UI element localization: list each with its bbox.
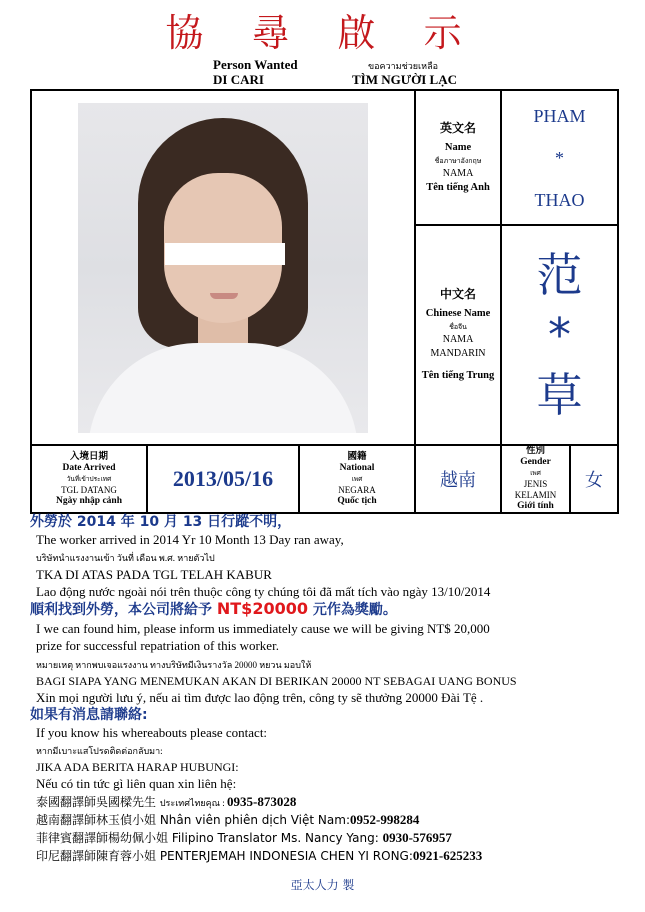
national-label: 國籍 National เพศ NEGARA Quốc tịch <box>299 445 415 513</box>
name-en-label: 英文名 Name ชื่อภาษาอังกฤษ NAMA Tên tiếng Anh <box>415 90 501 225</box>
subtitle-id: DI CARI <box>213 72 264 87</box>
arrived-value: 2013/05/16 <box>147 445 299 513</box>
contact-line-vn: Nếu có tin tức gì liên quan xin liên hệ: <box>36 776 237 791</box>
body-line-vn-1: Lao động nước ngoài nói trên thuộc công ty chúng tôi đã mất tích vào ngày 13/10/2014 <box>36 584 491 599</box>
gender-value: 女 <box>570 445 618 513</box>
body-line-en-3: prize for successful repatriation of this worker. <box>36 638 279 653</box>
contact-ph-translator: 菲律賓翻譯師楊幼佩小姐 Filipino Translator Ms. Nancy Yang: 0930-576957 <box>36 830 452 845</box>
footer-credit: 亞太人力 製 <box>290 878 355 892</box>
name-en-value: PHAM * THAO <box>501 90 618 225</box>
contact-id-translator: 印尼翻譯師陳育蓉小姐 PENTERJEMAH INDONESIA CHEN YI RONG:0921-625233 <box>36 848 483 863</box>
contact-line-id: JIKA ADA BERITA HARAP HUBUNGI: <box>36 760 239 774</box>
national-value: 越南 <box>415 445 501 513</box>
body-line-vn-2: Xin mọi người lưu ý, nếu ai tìm được lao động trên, công ty sẽ thưởng 20000 Đài Tệ . <box>36 690 484 705</box>
arrived-label: 入境日期 Date Arrived วันที่เข้าประเทศ TGL DATANG Ngày nhập cảnh <box>31 445 147 513</box>
subtitle-thai: ขอความช่วยเหลือ <box>368 61 438 71</box>
eye-censor-bar <box>165 243 285 265</box>
subtitle-en: Person Wanted <box>213 57 298 72</box>
body-line-zh-1: 外勞於 2014 年 10 月 13 日行蹤不明， <box>30 514 292 530</box>
contact-vn-translator: 越南翻譯師林玉偵小姐 Nhân viên phiên dịch Việt Nam:0952-998284 <box>36 812 420 827</box>
body-line-th-1: บริษัทนำแรงงานเข้า วันที่ เดือน พ.ศ. หายตัวไป <box>36 553 215 563</box>
contact-line-en: If you know his whereabouts please contact: <box>36 725 268 740</box>
contact-line-th: หากมีเบาะแสโปรดติดต่อกลับมา: <box>36 746 163 756</box>
name-zh-label: 中文名 Chinese Name ชื่อจีน NAMA MANDARIN Tên tiếng Trung <box>415 225 501 445</box>
body-line-id-1: TKA DI ATAS PADA TGL TELAH KABUR <box>36 567 272 582</box>
body-line-en-1: The worker arrived in 2014 Yr 10 Month 13 Day ran away, <box>36 532 344 547</box>
name-zh-value: 范 * 草 <box>501 225 618 445</box>
reward-line: 順利找到外勞，本公司將給予 NT$20000 元作為獎勵。 <box>30 599 397 618</box>
gender-label: 性別 Gender เพศ JENIS KELAMIN Giới tính <box>501 445 570 513</box>
info-table <box>30 89 619 514</box>
person-photo <box>78 103 368 433</box>
body-line-id-2: BAGI SIAPA YANG MENEMUKAN AKAN DI BERIKAN 20000 NT SEBAGAI UANG BONUS <box>36 674 517 688</box>
body-line-en-2: I we can found him, please inform us immediately cause we will be giving NT$ 20,000 <box>36 621 490 636</box>
photo-cell <box>31 90 415 445</box>
body-line-th-2: หมายเหตุ หากพบเจอแรงงาน ทางบริษัทมีเงินรางวัล 20000 หยวน มอบให้ <box>36 660 312 670</box>
contact-thai-translator: 泰國翻譯師吳國樑先生 ประเทศไทยคุณ : 0935-873028 <box>36 794 297 809</box>
page-title: 協 尋 啟 示 <box>165 11 480 55</box>
subtitle-vn: TÌM NGƯỜI LẠC <box>352 72 457 87</box>
contact-heading: 如果有消息請聯絡: <box>30 707 148 723</box>
